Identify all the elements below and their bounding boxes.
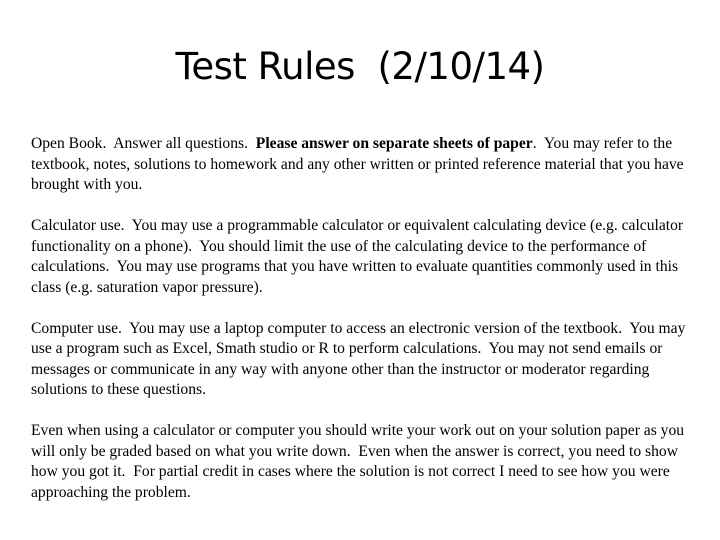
open-book-text: Open Book. Answer all questions.	[31, 135, 256, 152]
rules-paragraph-show-work: Even when using a calculator or computer you should write your work out on your solution paper as you will only be graded based on what you write down. Even when the answer is correct, you need to show how you got it. For partial credit in cases where the solution is not correct I need to see how you were approaching the problem.	[31, 422, 688, 501]
rules-paragraph-open-book	[31, 134, 696, 196]
rules-paragraph-calculator: Calculator use. You may use a programmable calculator or equivalent calculating device (e.g. calculator functionality on a phone). You should limit the use of the calculating device to the performance of calculations. You may use programs that you have written to evaluate quantities commonly used in this class (e.g. saturation vapor pressure).	[31, 217, 687, 296]
open-book-text-continued: . You may refer to the textbook, notes, solutions to homework and any other written or printed reference material that you have brought with you.	[31, 135, 688, 193]
separate-sheets-emphasis: Please answer on separate sheets of paper	[255, 135, 533, 152]
slide-title: Test Rules (2/10/14)	[175, 45, 545, 88]
slide-body	[31, 134, 696, 503]
rules-paragraph-computer: Computer use. You may use a laptop computer to access an electronic version of the textbook. You may use a program such as Excel, Smath studio or R to perform calculations. You may not send emails or messages or communicate in any way with anyone other than the instructor or moderator regarding solutions to these questions.	[31, 319, 690, 398]
